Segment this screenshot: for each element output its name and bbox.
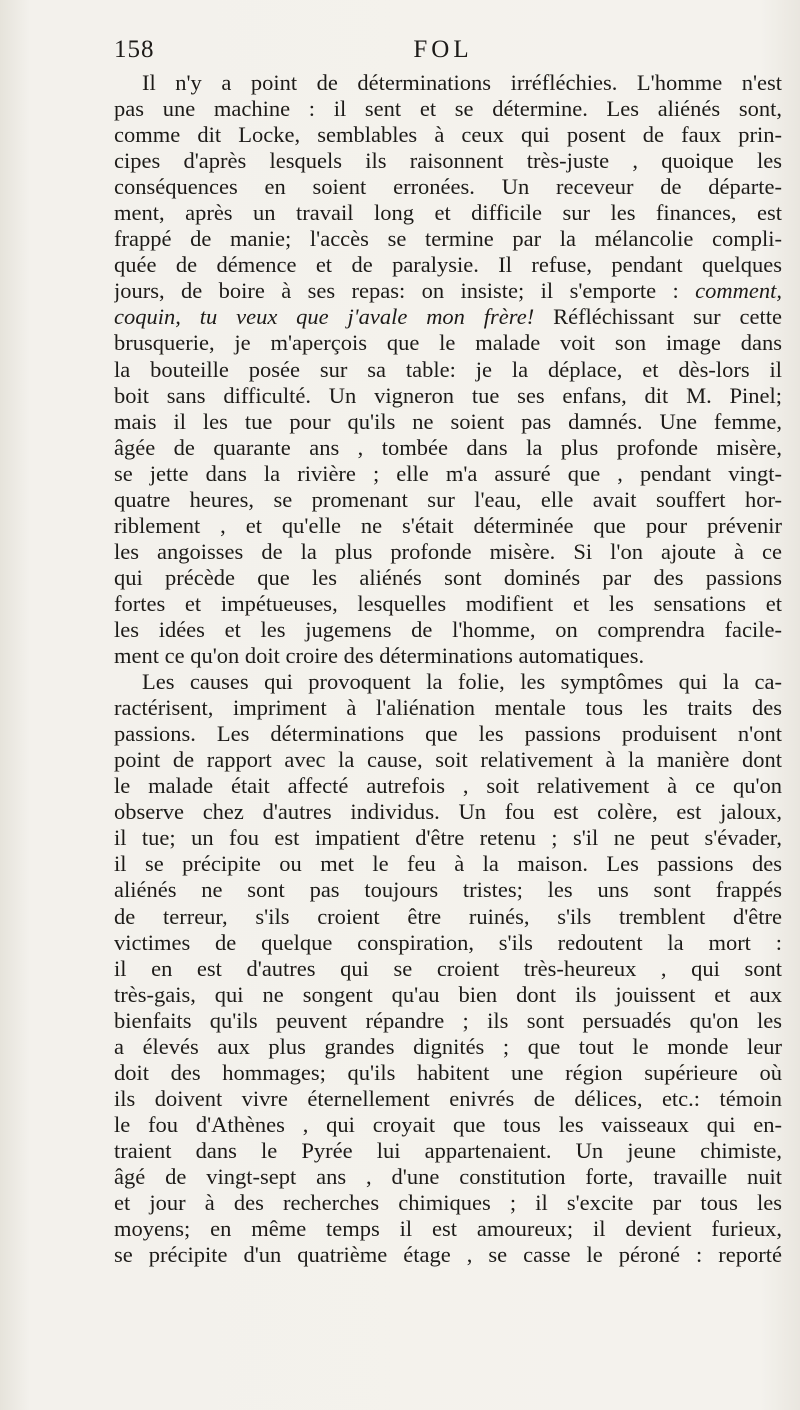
- text-line: mais il les tue pour qu'ils ne soient pas damnés. Une femme,: [114, 408, 782, 434]
- text-line: il tue; un fou est impatient d'être retenu ; s'il ne peut s'évader,: [114, 825, 782, 851]
- text-line: se précipite d'un quatrième étage , se casse le péroné : reporté: [114, 1242, 782, 1268]
- text-line: comme dit Locke, semblables à ceux qui posent de faux prin-: [114, 122, 782, 148]
- text-line: de terreur, s'ils croient être ruinés, s'ils tremblent d'être: [114, 903, 782, 929]
- text-line: il en est d'autres qui se croient très-heureux , qui sont: [114, 955, 782, 981]
- text-line: les idées et les jugemens de l'homme, on comprendra facile-: [114, 616, 782, 642]
- text-line: bienfaits qu'ils peuvent répandre ; ils sont persuadés qu'on les: [114, 1007, 782, 1033]
- text-line: moyens; en même temps il est amoureux; il devient furieux,: [114, 1216, 782, 1242]
- text-line: cipes d'après lesquels ils raisonnent très-juste , quoique les: [114, 148, 782, 174]
- text-line: quatre heures, se promenant sur l'eau, elle avait souffert hor-: [114, 486, 782, 512]
- text-line: riblement , et qu'elle ne s'était déterminée que pour prévenir: [114, 512, 782, 538]
- text-line: ils doivent vivre éternellement enivrés de délices, etc.: témoin: [114, 1085, 782, 1111]
- text-line: aliénés ne sont pas toujours tristes; les uns sont frappés: [114, 877, 782, 903]
- roman-text: Réfléchissant sur cette: [534, 304, 782, 330]
- body-text: [114, 70, 782, 1268]
- text-line: âgée de quarante ans , tombée dans la plus profonde misère,: [114, 434, 782, 460]
- text-line: frappé de manie; l'accès se termine par la mélancolie compli-: [114, 226, 782, 252]
- text-line: point de rapport avec la cause, soit relativement à la manière dont: [114, 747, 782, 773]
- text-line: ment ce qu'on doit croire des déterminations automatiques.: [114, 643, 645, 669]
- text-line: ractérisent, impriment à l'aliénation mentale tous les traits des: [114, 695, 782, 721]
- italic-text: comment,: [695, 278, 782, 304]
- text-line: et jour à des recherches chimiques ; il s'excite par tous les: [114, 1190, 782, 1216]
- text-line: il se précipite ou met le feu à la maison. Les passions des: [114, 851, 782, 877]
- text-line: le malade était affecté autrefois , soit relativement à ce qu'on: [114, 773, 782, 799]
- roman-text: jours, de boire à ses repas: on insiste; il s'emporte :: [114, 278, 696, 304]
- text-line: ment, après un travail long et difficile sur les finances, est: [114, 200, 782, 226]
- text-line: brusquerie, je m'aperçois que le malade voit son image dans: [114, 330, 782, 356]
- page-number: 158: [114, 36, 155, 63]
- text-line: Les causes qui provoquent la folie, les symptômes qui la ca-: [142, 669, 782, 695]
- text-line: Il n'y a point de déterminations irréfléchies. L'homme n'est: [142, 70, 782, 95]
- text-line: très-gais, qui ne songent qu'au bien dont ils jouissent et aux: [114, 981, 782, 1007]
- running-head: FOL: [413, 36, 473, 63]
- italic-text: coquin, tu veux que j'avale mon frère!: [114, 304, 535, 330]
- text-line-with-italic: [114, 278, 782, 304]
- text-line: doit des hommages; qu'ils habitent une région supérieure où: [114, 1059, 782, 1085]
- text-line: la bouteille posée sur sa table: je la déplace, et dès-lors il: [114, 356, 782, 382]
- text-line: conséquences en soient erronées. Un receveur de départe-: [114, 174, 782, 200]
- text-line: se jette dans la rivière ; elle m'a assuré que , pendant vingt-: [114, 460, 782, 486]
- text-line: le fou d'Athènes , qui croyait que tous les vaisseaux qui en-: [114, 1111, 782, 1137]
- text-line: boit sans difficulté. Un vigneron tue ses enfans, dit M. Pinel;: [114, 382, 782, 408]
- text-line: passions. Les déterminations que les passions produisent n'ont: [114, 721, 782, 747]
- text-line: fortes et impétueuses, lesquelles modifient et les sensations et: [114, 590, 782, 616]
- text-line: quée de démence et de paralysie. Il refuse, pendant quelques: [114, 252, 782, 278]
- text-line: traient dans le Pyrée lui appartenaient. Un jeune chimiste,: [114, 1137, 782, 1163]
- text-line: victimes de quelque conspiration, s'ils redoutent la mort :: [114, 929, 782, 955]
- text-line: les angoisses de la plus profonde misère. Si l'on ajoute à ce: [114, 538, 782, 564]
- text-line: a élevés aux plus grandes dignités ; que tout le monde leur: [114, 1033, 782, 1059]
- text-line: pas une machine : il sent et se détermine. Les aliénés sont,: [114, 96, 782, 122]
- text-line: qui précède que les aliénés sont dominés par des passions: [114, 564, 782, 590]
- page-header: [114, 36, 772, 66]
- text-line-with-italic: [114, 304, 782, 330]
- text-line: âgé de vingt-sept ans , d'une constitution forte, travaille nuit: [114, 1163, 782, 1189]
- text-line: observe chez d'autres individus. Un fou est colère, est jaloux,: [114, 799, 782, 825]
